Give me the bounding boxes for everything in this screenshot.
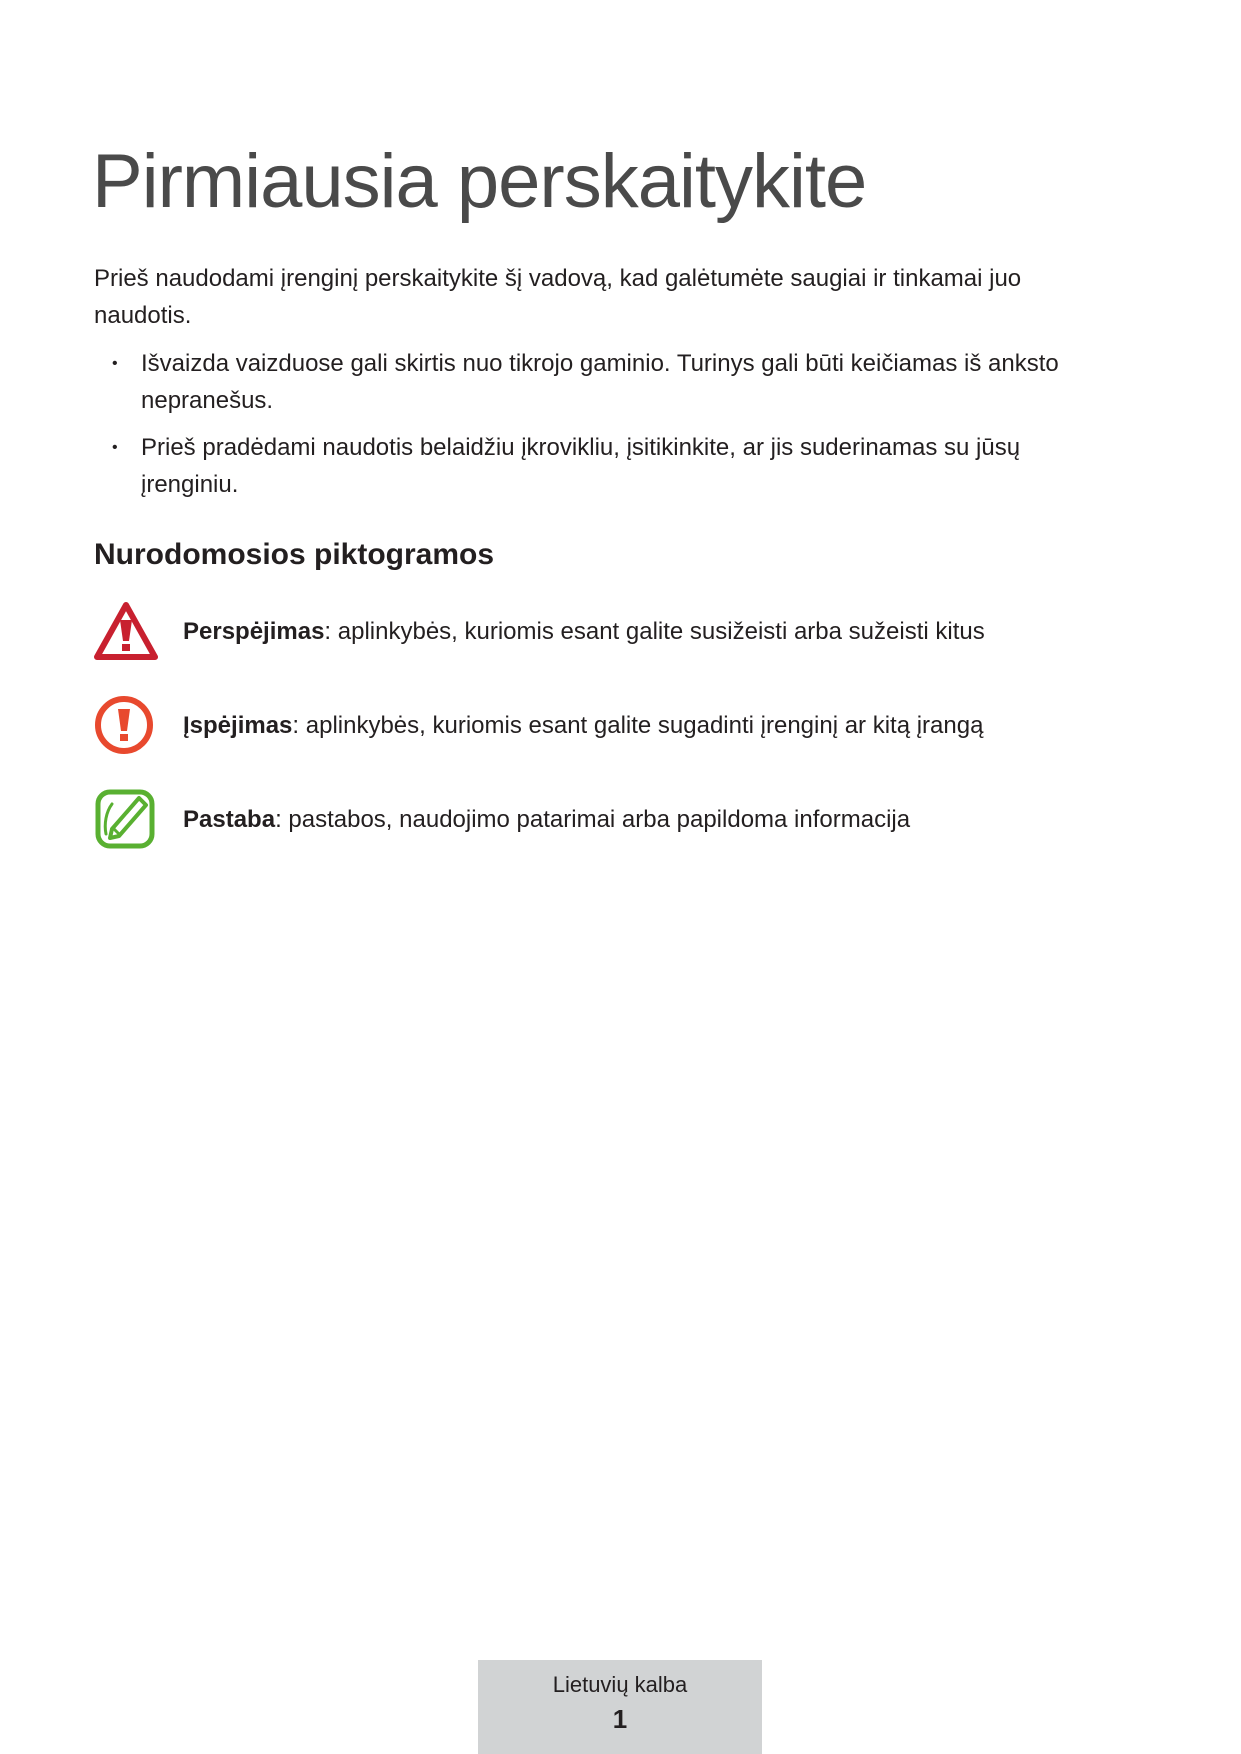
icon-row-note xyxy=(94,788,1144,852)
note-pencil-icon xyxy=(94,788,158,852)
icon-description xyxy=(183,614,985,650)
bullet-list xyxy=(94,345,1124,513)
section-heading: Nurodomosios piktogramos xyxy=(94,538,495,571)
intro-paragraph: Prieš naudodami įrenginį perskaitykite šį vadovą, kad galėtumėte saugiai ir tinkamai juo naudotis. xyxy=(94,265,1022,329)
icon-row-caution xyxy=(94,694,1144,758)
icon-label: Pastaba xyxy=(183,806,276,833)
icon-label: Perspėjimas xyxy=(183,618,325,645)
icon-label: Įspėjimas xyxy=(183,712,293,739)
caution-circle-icon xyxy=(94,694,158,758)
footer-language: Lietuvių kalba xyxy=(552,1672,688,1697)
icon-text: aplinkybės, kuriomis esant galite sugadinti įrenginį ar kitą įrangą xyxy=(299,712,984,739)
icon-description xyxy=(183,708,983,744)
icon-row-warning xyxy=(94,600,1144,664)
warning-triangle-icon xyxy=(94,600,158,664)
label-separator: : xyxy=(324,618,332,645)
label-separator: : xyxy=(275,806,282,833)
bullet-dot: • xyxy=(112,439,118,456)
bullet-dot: • xyxy=(112,355,118,372)
page-footer xyxy=(478,1660,762,1754)
page-number: 1 xyxy=(612,1704,628,1734)
bullet-item xyxy=(94,429,1124,503)
icon-text: pastabos, naudojimo patarimai arba papildoma informacija xyxy=(281,806,911,833)
icon-text: aplinkybės, kuriomis esant galite susižeisti arba sužeisti kitus xyxy=(331,618,985,645)
bullet-text: Išvaizda vaizduose gali skirtis nuo tikrojo gaminio. Turinys gali būti keičiamas iš anksto nepranešus. xyxy=(141,350,1059,414)
bullet-text: Prieš pradėdami naudotis belaidžiu įkrovikliu, įsitikinkite, ar jis suderinamas su jūsų įrenginiu. xyxy=(141,434,1021,498)
icon-description xyxy=(183,802,910,838)
bullet-item xyxy=(94,345,1124,419)
page-title: Pirmiausia perskaitykite xyxy=(92,139,867,224)
label-separator: : xyxy=(292,712,300,739)
